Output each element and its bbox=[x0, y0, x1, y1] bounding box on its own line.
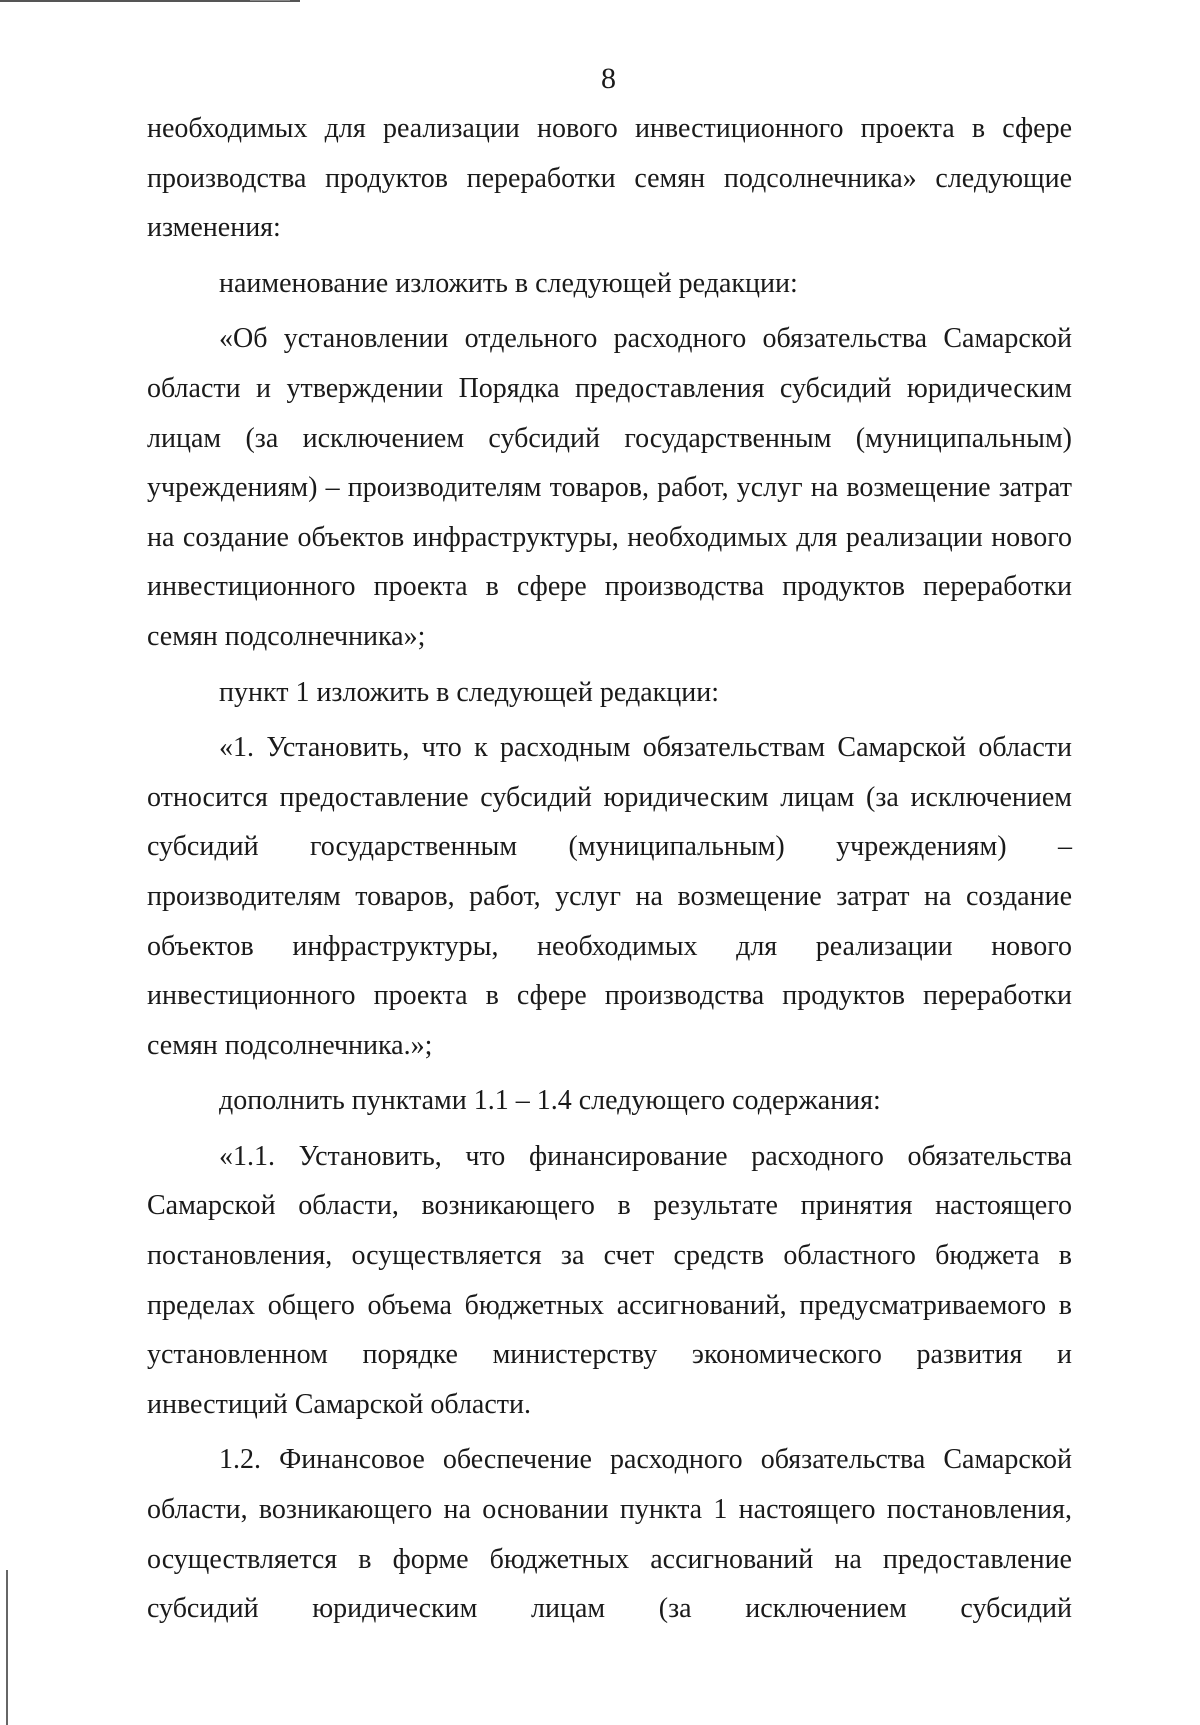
paragraph-title-amendment: наименование изложить в следующей редакции: bbox=[219, 267, 798, 299]
paragraph-point-1-1: «1.1. Установить, что финансирование расходного обязательства Самарской области, возникающего в результате принятия настоящего постановления, осуществляется за счет средств областного бюджета в пределах общего объема бюджетных ассигнований, предусматриваемого в установленном порядке министерству экономического развития и инвестиций Самарской области. bbox=[147, 1140, 1072, 1420]
scan-artifact-top-short bbox=[250, 0, 290, 1]
paragraph-new-title: «Об установлении отдельного расходного обязательства Самарской области и утверждении Порядка предоставления субсидий юридическим лицам (за исключением субсидий государственным (муниципальным) учреждениям) – производителям товаров, работ, услуг на возмещение затрат на создание объектов инфраструктуры, необходимых для реализации нового инвестиционного проекта в сфере производства продуктов переработки семян подсолнечника»; bbox=[147, 323, 1072, 652]
paragraph-continuation: необходимых для реализации нового инвестиционного проекта в сфере производства продуктов переработки семян подсолнечника» следующие изменения: bbox=[147, 113, 1072, 244]
page-number: 8 bbox=[601, 62, 616, 95]
scan-artifact-left bbox=[6, 1570, 8, 1725]
document-body bbox=[147, 104, 1072, 1634]
paragraph-addition: дополнить пунктами 1.1 – 1.4 следующего содержания: bbox=[219, 1085, 881, 1117]
paragraph-point-1: «1. Установить, что к расходным обязательствам Самарской области относится предоставление субсидий юридическим лицам (за исключением субсидий государственным (муниципальным) учреждениям) – производителям товаров, работ, услуг на возмещение затрат на создание объектов инфраструктуры, необходимых для реализации нового инвестиционного проекта в сфере производства продуктов переработки семян подсолнечника.»; bbox=[147, 732, 1072, 1061]
paragraph-point-1-2: 1.2. Финансовое обеспечение расходного обязательства Самарской области, возникающего на основании пункта 1 настоящего постановления, осуществляется в форме бюджетных ассигнований на предоставление субсидий юридическим лицам (за исключением субсидий bbox=[147, 1444, 1072, 1625]
paragraph-point-1-amendment: пункт 1 изложить в следующей редакции: bbox=[219, 676, 719, 708]
